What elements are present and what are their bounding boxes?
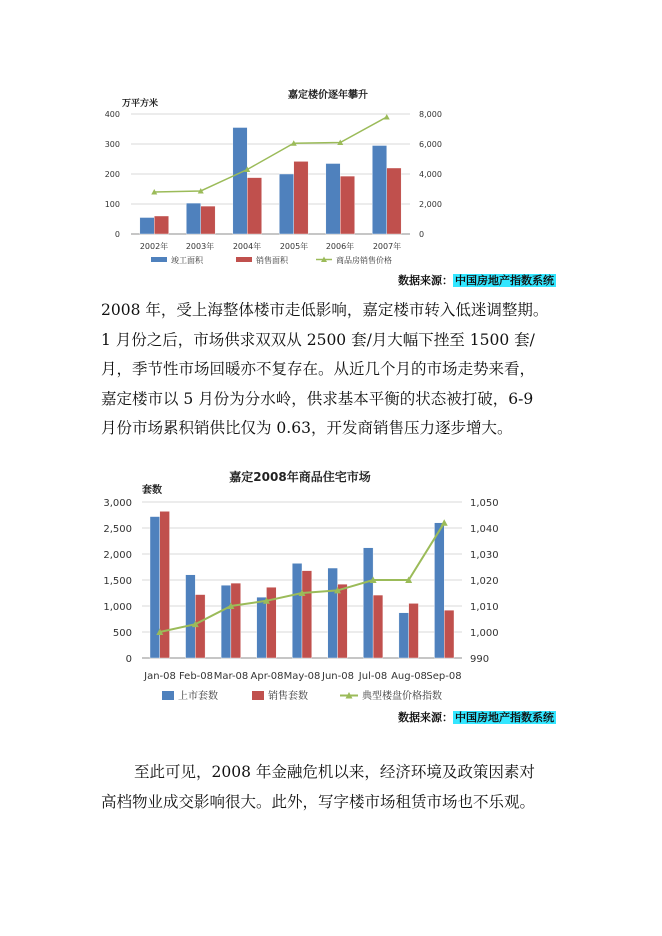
legend-label: 销售套数 bbox=[268, 691, 308, 702]
x-tick: Apr-08 bbox=[250, 671, 284, 682]
x-ticks bbox=[140, 241, 401, 251]
bar bbox=[328, 568, 338, 658]
bar bbox=[399, 613, 409, 658]
paragraph-line: 至此可见，2008 年金融危机以来，经济环境及政策因素对 bbox=[134, 763, 535, 781]
line-marker bbox=[384, 114, 390, 120]
legend-label: 上市套数 bbox=[178, 691, 218, 702]
legend-label: 竣工面积 bbox=[171, 256, 203, 265]
y-tick-right: 1,000 bbox=[470, 628, 499, 639]
x-tick: Jul-08 bbox=[358, 671, 388, 682]
y-axis-label-left: 套数 bbox=[142, 485, 162, 496]
bar bbox=[201, 206, 215, 234]
y-tick-right: 0 bbox=[419, 230, 425, 239]
bar bbox=[186, 203, 200, 234]
legend-swatch-completed bbox=[151, 257, 167, 262]
y-tick-left: 1,000 bbox=[103, 602, 132, 613]
x-tick: 2006年 bbox=[325, 242, 355, 251]
gridlines bbox=[131, 114, 410, 234]
bar-series-0 bbox=[150, 517, 444, 658]
bar bbox=[150, 517, 160, 658]
bar-series-1 bbox=[160, 511, 454, 658]
legend bbox=[151, 255, 392, 265]
y-axis-label-left: 万平方米 bbox=[122, 99, 159, 109]
y-tick-right: 4,000 bbox=[419, 170, 442, 179]
bar bbox=[338, 584, 348, 658]
bar bbox=[160, 511, 170, 658]
bar bbox=[372, 146, 386, 235]
line-marker bbox=[441, 519, 448, 525]
bar bbox=[434, 523, 444, 658]
y-tick-right: 1,050 bbox=[470, 498, 499, 509]
bar bbox=[444, 610, 454, 658]
y-tick-right: 8,000 bbox=[419, 110, 442, 119]
x-ticks bbox=[143, 671, 461, 682]
y-tick-left: 300 bbox=[104, 140, 120, 149]
y-tick-left: 100 bbox=[104, 200, 120, 209]
chart-2008-market bbox=[100, 464, 570, 709]
paragraph-line: 1 月份之后，市场供求双双从 2500 套/月大幅下挫至 1500 套/ bbox=[101, 330, 535, 349]
y-tick-left: 0 bbox=[114, 230, 120, 239]
source-value: 中国房地产指数系统 bbox=[455, 274, 554, 287]
y-tick-left: 0 bbox=[125, 654, 132, 665]
bar bbox=[409, 603, 419, 658]
x-tick: Jan-08 bbox=[144, 671, 176, 682]
chart-title: 嘉定楼价逐年攀升 bbox=[288, 90, 368, 101]
bar bbox=[302, 571, 312, 658]
paragraph-line: 高档物业成交影响很大。此外，写字楼市场租赁市场也不乐观。 bbox=[101, 792, 536, 811]
bar bbox=[387, 168, 401, 234]
legend-swatch-sold bbox=[236, 257, 252, 262]
x-tick: 2005年 bbox=[279, 242, 309, 251]
source-value: 中国房地产指数系统 bbox=[455, 711, 554, 724]
chart-price-trend bbox=[100, 82, 570, 272]
bar bbox=[247, 178, 261, 234]
y-tick-left: 1,500 bbox=[103, 576, 132, 587]
bar bbox=[221, 585, 231, 658]
x-tick: 2004年 bbox=[232, 242, 262, 251]
bar bbox=[257, 597, 267, 658]
y-ticks-left bbox=[105, 110, 120, 239]
y-tick-right: 1,030 bbox=[470, 550, 499, 561]
paragraph-line: 月份市场累积销供比仅为 0.63，开发商销售压力逐步增大。 bbox=[101, 419, 513, 437]
x-tick: 2007年 bbox=[372, 242, 402, 251]
bar bbox=[292, 563, 302, 658]
bar bbox=[154, 216, 168, 234]
x-tick: Sep-08 bbox=[426, 671, 462, 682]
bar bbox=[231, 583, 241, 658]
bar bbox=[279, 174, 293, 234]
y-tick-left: 200 bbox=[104, 170, 120, 179]
y-tick-left: 3,000 bbox=[103, 498, 132, 509]
bar bbox=[186, 575, 196, 658]
legend-label: 典型楼盘价格指数 bbox=[362, 691, 442, 702]
x-tick: Mar-08 bbox=[213, 671, 249, 682]
paragraph-line: 嘉定楼市以 5 月份为分水岭，供求基本平衡的状态被打破，6-9 bbox=[101, 389, 534, 408]
bar bbox=[266, 587, 276, 658]
paragraph-line: 2008 年，受上海整体楼市走低影响，嘉定楼市转入低迷调整期。 bbox=[101, 301, 549, 319]
legend-label: 销售面积 bbox=[256, 256, 288, 265]
x-tick: May-08 bbox=[283, 671, 321, 682]
x-tick: Aug-08 bbox=[391, 671, 427, 682]
paragraph-line: 月，季节性市场回暖亦不复存在。从近几个月的市场走势来看， bbox=[101, 360, 536, 378]
y-tick-right: 990 bbox=[470, 654, 490, 665]
y-tick-right: 1,010 bbox=[470, 602, 499, 613]
bar bbox=[233, 128, 247, 235]
legend bbox=[162, 689, 442, 702]
y-tick-right: 1,020 bbox=[470, 576, 499, 587]
source-note bbox=[398, 272, 556, 288]
bar bbox=[363, 548, 373, 658]
source-label: 数据来源： bbox=[398, 711, 453, 724]
bar bbox=[326, 164, 340, 235]
y-tick-left: 500 bbox=[112, 628, 132, 639]
y-ticks-right bbox=[419, 110, 442, 239]
y-tick-left: 2,500 bbox=[103, 524, 132, 535]
x-tick: 2003年 bbox=[185, 242, 215, 251]
bar bbox=[140, 218, 154, 235]
bar bbox=[340, 176, 354, 234]
y-tick-right: 2,000 bbox=[419, 200, 442, 209]
x-tick: 2002年 bbox=[139, 242, 169, 251]
bar bbox=[373, 595, 383, 658]
bar bbox=[294, 161, 308, 234]
y-tick-right: 6,000 bbox=[419, 140, 442, 149]
source-label: 数据来源： bbox=[398, 274, 453, 287]
y-ticks-left bbox=[103, 498, 132, 665]
y-tick-left: 2,000 bbox=[103, 550, 132, 561]
x-tick: Feb-08 bbox=[178, 671, 214, 682]
y-ticks-right bbox=[470, 498, 499, 665]
body-paragraph bbox=[101, 296, 571, 444]
y-tick-left: 400 bbox=[104, 110, 120, 119]
legend-swatch-sold bbox=[252, 691, 264, 700]
x-tick: Jun-08 bbox=[322, 671, 354, 682]
legend-swatch-listed bbox=[162, 691, 174, 700]
y-tick-right: 1,040 bbox=[470, 524, 499, 535]
conclusion-paragraph bbox=[101, 758, 571, 817]
chart-title: 嘉定2008年商品住宅市场 bbox=[229, 470, 371, 484]
source-note bbox=[398, 709, 556, 725]
legend-label: 商品房销售价格 bbox=[336, 256, 392, 265]
